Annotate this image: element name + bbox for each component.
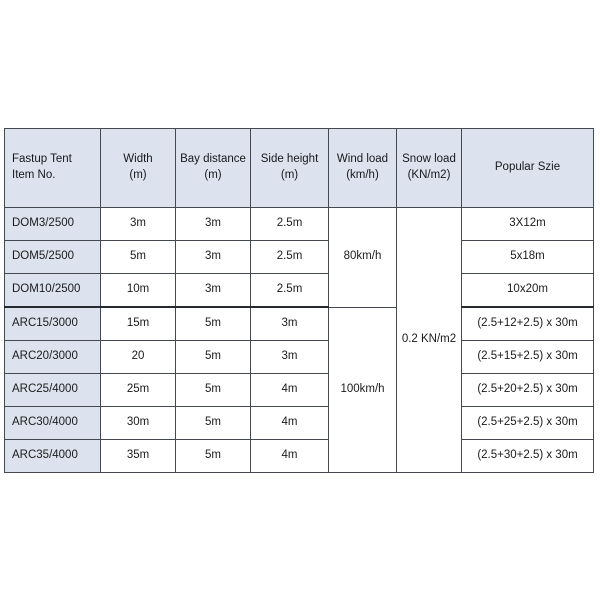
header-bay-distance-line2: (m) (204, 169, 222, 181)
table-row (5, 341, 594, 374)
header-width (101, 129, 176, 208)
table-row (5, 274, 594, 308)
cell-width: 35m (101, 440, 176, 473)
spec-table-container (4, 128, 593, 473)
header-row (5, 129, 594, 208)
cell-popular-size: 10x20m (462, 274, 594, 308)
cell-popular-size: 3X12m (462, 208, 594, 241)
header-snow-load-line1: Snow load (402, 153, 456, 166)
cell-side-height: 3m (251, 307, 329, 341)
cell-side-height: 2.5m (251, 274, 329, 308)
header-item-no-line1: Fastup Tent (12, 153, 72, 166)
cell-item-no: DOM5/2500 (5, 241, 101, 274)
cell-width: 5m (101, 241, 176, 274)
table-row (5, 407, 594, 440)
cell-bay-distance: 3m (176, 274, 251, 308)
cell-side-height: 4m (251, 374, 329, 407)
header-side-height-line2: (m) (280, 169, 299, 181)
cell-wind-load-group-1: 80km/h (329, 208, 397, 308)
header-wind-load-line2: (km/h) (346, 169, 379, 181)
cell-popular-size: (2.5+30+2.5) x 30m (462, 440, 594, 473)
table-row (5, 208, 594, 241)
header-side-height-line1: Side height (260, 153, 319, 166)
cell-bay-distance: 5m (176, 440, 251, 473)
table-row (5, 307, 594, 341)
cell-bay-distance: 5m (176, 307, 251, 341)
header-popular-size: Popular Szie (462, 129, 594, 208)
cell-width: 30m (101, 407, 176, 440)
cell-side-height: 2.5m (251, 241, 329, 274)
cell-width: 25m (101, 374, 176, 407)
cell-popular-size: (2.5+25+2.5) x 30m (462, 407, 594, 440)
cell-width: 10m (101, 274, 176, 308)
cell-popular-size: (2.5+12+2.5) x 30m (462, 307, 594, 341)
cell-width: 15m (101, 307, 176, 341)
header-width-line1: Width (123, 153, 153, 166)
header-side-height (251, 129, 329, 208)
cell-side-height: 2.5m (251, 208, 329, 241)
cell-bay-distance: 3m (176, 241, 251, 274)
header-item-no-line2: Item No. (12, 169, 56, 181)
header-bay-distance-line1: Bay distance (180, 153, 246, 166)
tent-specification-table (4, 128, 594, 473)
cell-popular-size: (2.5+20+2.5) x 30m (462, 374, 594, 407)
header-snow-load (397, 129, 462, 208)
cell-popular-size: 5x18m (462, 241, 594, 274)
cell-item-no: ARC25/4000 (5, 374, 101, 407)
cell-item-no: ARC35/4000 (5, 440, 101, 473)
cell-item-no: DOM10/2500 (5, 274, 101, 308)
header-width-line2: (m) (129, 169, 147, 181)
cell-bay-distance: 5m (176, 341, 251, 374)
cell-bay-distance: 5m (176, 407, 251, 440)
table-row (5, 241, 594, 274)
cell-item-no: ARC30/4000 (5, 407, 101, 440)
header-bay-distance (176, 129, 251, 208)
cell-bay-distance: 3m (176, 208, 251, 241)
table-header (5, 129, 594, 208)
cell-bay-distance: 5m (176, 374, 251, 407)
table-row (5, 374, 594, 407)
cell-side-height: 4m (251, 407, 329, 440)
header-snow-load-line2: (KN/m2) (407, 169, 451, 181)
cell-item-no: ARC20/3000 (5, 341, 101, 374)
cell-wind-load-group-2: 100km/h (329, 307, 397, 473)
header-wind-load (329, 129, 397, 208)
cell-popular-size: (2.5+15+2.5) x 30m (462, 341, 594, 374)
cell-side-height: 3m (251, 341, 329, 374)
header-wind-load-line1: Wind load (336, 153, 389, 166)
cell-width: 3m (101, 208, 176, 241)
header-item-no (5, 129, 101, 208)
cell-width: 20 (101, 341, 176, 374)
cell-snow-load-all: 0.2 KN/m2 (397, 208, 462, 473)
cell-side-height: 4m (251, 440, 329, 473)
cell-item-no: DOM3/2500 (5, 208, 101, 241)
table-row (5, 440, 594, 473)
cell-item-no: ARC15/3000 (5, 307, 101, 341)
table-body (5, 208, 594, 473)
